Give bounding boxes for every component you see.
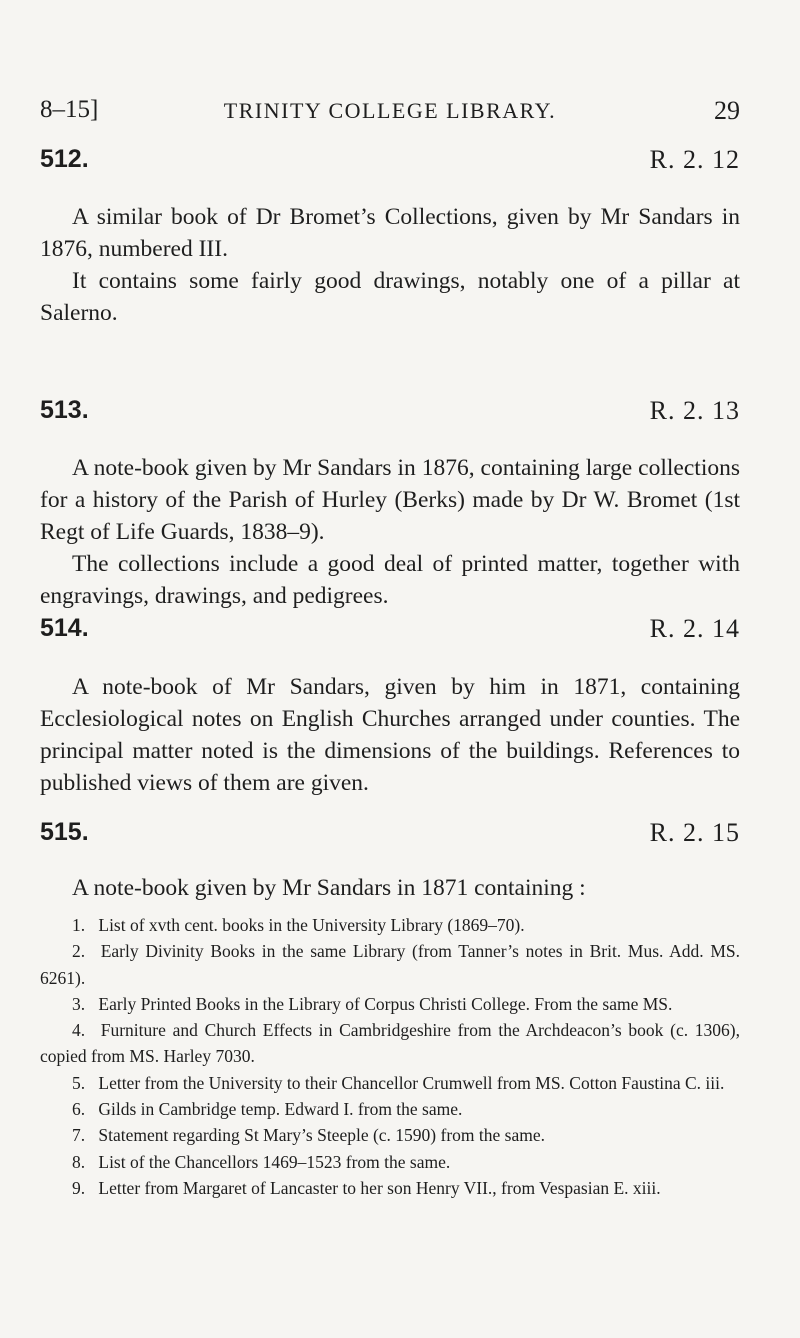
entry-513-description (40, 452, 740, 612)
entry-513-heading (40, 396, 740, 430)
list-item-text: Letter from Margaret of Lancaster to her son Henry VII., from Vespasian E. xiii. (98, 1177, 661, 1198)
list-item-number: 2. (72, 941, 86, 962)
list-item-text: Early Printed Books in the Library of Corpus Christi College. From the same MS. (98, 993, 673, 1014)
list-item-text: Statement regarding St Mary’s Steeple (c. 1590) from the same. (98, 1125, 545, 1146)
shelfmark: R. 2. 14 (649, 614, 740, 643)
list-item-number: 4. (72, 1020, 86, 1041)
entry-number: 513. (40, 396, 89, 424)
paragraph: A note-book given by Mr Sandars in 1876, containing large collections for a history of the Parish of Hurley (Berks) made by Dr W. Bromet (1st Regt of Life Guards, 1838–9). (40, 455, 740, 545)
list-item (40, 938, 740, 991)
running-title: TRINITY COLLEGE LIBRARY. (223, 98, 557, 123)
list-item-number: 1. (72, 915, 86, 935)
entry-515-contents-list (40, 912, 740, 1201)
entry-515-description (40, 872, 740, 904)
list-item (40, 1096, 740, 1122)
paragraph: A note-book of Mr Sandars, given by him in 1871, containing Ecclesiological notes on English Churches arranged under counties. The principal matter noted is the dimensions of the buildings. References to published views of them are given. (40, 674, 740, 796)
paragraph: A similar book of Dr Bromet’s Collections, given by Mr Sandars in 1876, numbered III. (40, 204, 740, 262)
list-item (40, 912, 740, 938)
paragraph: A note-book given by Mr Sandars in 1871 containing : (72, 875, 586, 901)
list-item-number: 3. (72, 993, 86, 1014)
list-item (40, 991, 740, 1017)
shelfmark: R. 2. 12 (649, 145, 740, 174)
list-item-number: 6. (72, 1099, 86, 1120)
entry-514-heading (40, 614, 740, 648)
entry-number: 515. (40, 818, 89, 846)
list-item-text: Early Divinity Books in the same Library (from Tanner’s notes in Brit. Mus. Add. MS. 6261). (40, 941, 741, 988)
paragraph: The collections include a good deal of printed matter, together with engravings, drawings, and pedigrees. (40, 551, 740, 609)
list-item-text: List of xvth cent. books in the University Library (1869–70). (98, 915, 525, 935)
list-item-text: List of the Chancellors 1469–1523 from the same. (98, 1151, 451, 1172)
list-item (40, 1070, 740, 1096)
paragraph: It contains some fairly good drawings, notably one of a pillar at Salerno. (40, 268, 740, 326)
list-item-number: 7. (72, 1125, 86, 1146)
list-item-number: 8. (72, 1151, 86, 1172)
entry-number: 512. (40, 145, 89, 173)
list-item-text: Letter from the University to their Chancellor Crumwell from MS. Cotton Faustina C. iii. (98, 1072, 725, 1093)
entry-515-heading (40, 818, 740, 852)
list-item (40, 1017, 740, 1070)
page-number: 29 (714, 96, 740, 125)
entry-512-heading (40, 145, 740, 179)
entry-512-description (40, 201, 740, 329)
shelfmark: R. 2. 15 (649, 818, 740, 847)
list-item-number: 5. (72, 1072, 86, 1093)
shelfmark: R. 2. 13 (649, 396, 740, 425)
page-range: 8–15] (40, 96, 99, 123)
list-item (40, 1175, 740, 1201)
entry-number: 514. (40, 614, 89, 642)
list-item-text: Gilds in Cambridge temp. Edward I. from the same. (98, 1099, 463, 1120)
list-item-text: Furniture and Church Effects in Cambridgeshire from the Archdeacon’s book (c. 1306), copied from MS. Harley 7030. (40, 1020, 741, 1067)
list-item (40, 1122, 740, 1148)
entry-514-description (40, 671, 740, 799)
list-item-number: 9. (72, 1177, 86, 1198)
list-item (40, 1149, 740, 1175)
running-head (40, 96, 740, 132)
